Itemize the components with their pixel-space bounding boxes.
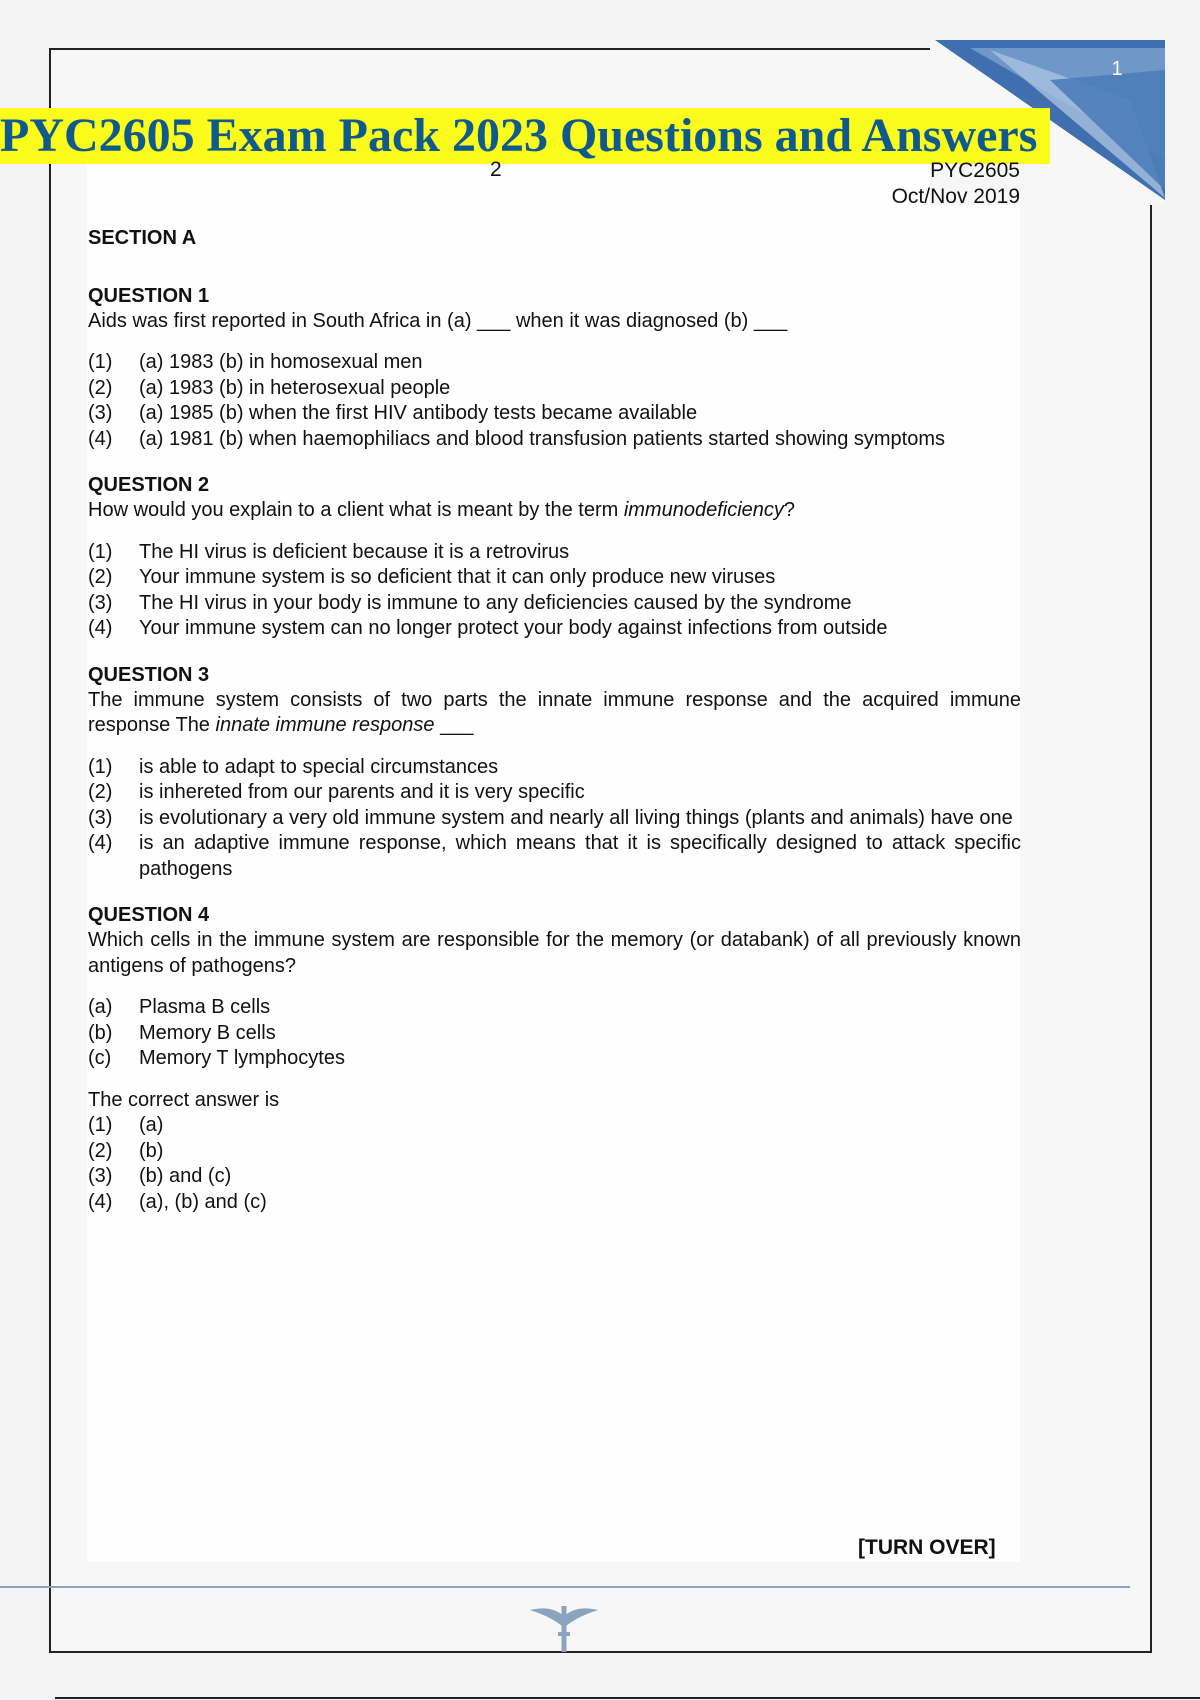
answer-option xyxy=(88,565,1021,591)
question-heading: QUESTION 2 xyxy=(88,474,210,496)
sheet-page-number: 2 xyxy=(490,158,502,181)
option-text: (b) and (c) xyxy=(139,1165,232,1187)
corner-page-number: 1 xyxy=(1111,58,1123,80)
question-heading: QUESTION 3 xyxy=(88,663,210,686)
option-letter: (a) xyxy=(88,996,113,1018)
option-text: (b) xyxy=(139,1139,164,1162)
option-text: (a) 1985 (b) when the first HIV antibody tests became available xyxy=(139,402,698,424)
cell-options xyxy=(88,995,1021,1072)
option-number: (1) xyxy=(88,1114,113,1136)
stem-text: The immune system consists of two parts the innate immune response and the acquired immune response The xyxy=(88,688,1021,736)
answer-option xyxy=(88,780,1021,806)
option-text: is evolutionary a very old immune system and nearly all living things (plants and animals) have one xyxy=(139,806,1013,829)
answer-option xyxy=(88,376,1021,402)
answer-option xyxy=(88,1113,1021,1139)
option-number: (1) xyxy=(88,540,113,563)
option-text: Memory T lymphocytes xyxy=(139,1047,345,1069)
option-number: (2) xyxy=(88,781,113,803)
option-letter: (c) xyxy=(88,1047,112,1069)
answer-option xyxy=(88,755,1021,781)
bottom-rule xyxy=(55,1697,1200,1699)
option-text: (a) 1983 (b) in heterosexual people xyxy=(139,376,451,399)
option-text: (a) xyxy=(139,1114,164,1136)
answer-option xyxy=(88,1190,1021,1216)
question-stem xyxy=(88,498,1021,524)
answer-option xyxy=(88,616,1021,642)
turn-over-label: [TURN OVER] xyxy=(858,1536,996,1559)
option-text: The HI virus in your body is immune to any deficiencies caused by the syndrome xyxy=(139,591,852,614)
cell-option xyxy=(88,995,1021,1021)
option-number: (2) xyxy=(88,1139,113,1162)
answer-option xyxy=(88,350,1021,376)
option-text: Your immune system is so deficient that it can only produce new viruses xyxy=(139,566,776,588)
option-number: (1) xyxy=(88,351,113,373)
footer-logo-icon xyxy=(528,1600,600,1654)
answer-options xyxy=(88,350,1021,452)
answer-options xyxy=(88,755,1021,883)
option-text: Memory B cells xyxy=(139,1021,276,1044)
document-title: PYC2605 Exam Pack 2023 Questions and Answers xyxy=(0,109,1038,162)
answer-option xyxy=(88,806,1021,832)
option-text: is an adaptive immune response, which means that it is specifically designed to attack specific pathogens xyxy=(139,832,1021,880)
option-number: (4) xyxy=(88,832,113,854)
option-number: (3) xyxy=(88,591,113,614)
question-3 xyxy=(88,663,1021,883)
option-text: is able to adapt to special circumstances xyxy=(139,755,499,778)
question-heading: QUESTION 4 xyxy=(88,904,210,926)
option-number: (3) xyxy=(88,1165,113,1187)
question-stem: Which cells in the immune system are responsible for the memory (or databank) of all previously known antigens of pathogens? xyxy=(88,929,1021,977)
option-text: (a) 1983 (b) in homosexual men xyxy=(139,351,423,373)
question-1 xyxy=(88,284,1021,453)
answer-option xyxy=(88,831,1021,882)
stem-text-end: ? xyxy=(783,499,796,521)
answer-option xyxy=(88,1139,1021,1165)
option-text: Your immune system can no longer protect your body against infections from outside xyxy=(139,617,888,639)
option-text: (a) 1981 (b) when haemophiliacs and blood transfusion patients started showing symptoms xyxy=(139,427,945,450)
option-number: (1) xyxy=(88,755,113,778)
answer-option xyxy=(88,401,1021,427)
option-number: (2) xyxy=(88,376,113,399)
exam-date: Oct/Nov 2019 xyxy=(891,185,1020,208)
question-2 xyxy=(88,473,1021,642)
question-heading: QUESTION 1 xyxy=(88,284,210,307)
option-number: (3) xyxy=(88,806,113,829)
option-letter: (b) xyxy=(88,1021,113,1044)
footer-divider xyxy=(0,1586,1130,1588)
question-4 xyxy=(88,903,1021,1215)
answer-lead: The correct answer is xyxy=(88,1088,280,1111)
option-text: (a), (b) and (c) xyxy=(139,1190,267,1213)
cell-option xyxy=(88,1021,1021,1047)
stem-text: How would you explain to a client what is meant by the term xyxy=(88,499,624,521)
section-heading: SECTION A xyxy=(88,227,197,249)
option-text: Plasma B cells xyxy=(139,996,271,1018)
option-number: (3) xyxy=(88,402,113,424)
stem-text-end: ___ xyxy=(434,714,474,736)
answer-options xyxy=(88,1113,1021,1215)
answer-option xyxy=(88,591,1021,617)
option-number: (4) xyxy=(88,427,113,450)
answer-option xyxy=(88,540,1021,566)
answer-option xyxy=(88,1164,1021,1190)
question-stem xyxy=(88,688,1021,739)
answer-option xyxy=(88,427,1021,453)
stem-emphasis: immunodeficiency xyxy=(623,499,784,521)
stem-emphasis: innate immune response xyxy=(215,714,435,736)
answer-options xyxy=(88,540,1021,642)
option-text: The HI virus is deficient because it is a retrovirus xyxy=(139,540,570,563)
option-number: (2) xyxy=(88,566,113,588)
question-stem: Aids was first reported in South Africa in (a) ___ when it was diagnosed (b) ___ xyxy=(88,309,788,332)
option-number: (4) xyxy=(88,617,113,639)
option-number: (4) xyxy=(88,1190,113,1213)
course-code: PYC2605 xyxy=(930,159,1020,182)
exam-content xyxy=(88,226,1021,1236)
option-text: is inhereted from our parents and it is very specific xyxy=(139,781,585,803)
cell-option xyxy=(88,1046,1021,1072)
